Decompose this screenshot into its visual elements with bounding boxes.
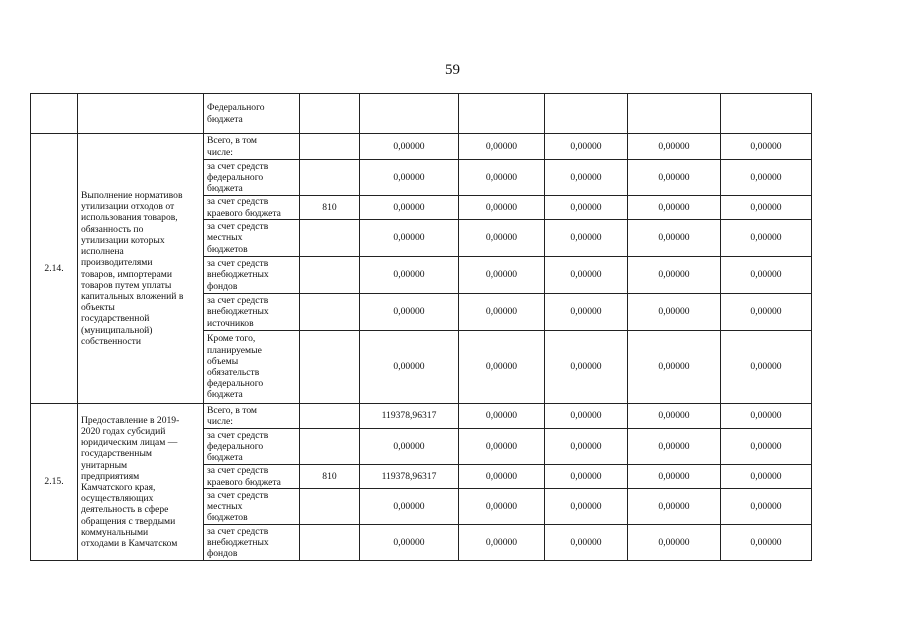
value-cell bbox=[628, 94, 721, 134]
amount-v3: 0,00000 bbox=[545, 257, 628, 294]
budget-code bbox=[300, 160, 360, 196]
value-cell bbox=[459, 94, 545, 134]
budget-code bbox=[300, 525, 360, 561]
budget-code bbox=[300, 134, 360, 160]
amount-v3: 0,00000 bbox=[545, 429, 628, 465]
amount-v1: 0,00000 bbox=[360, 160, 459, 196]
section-index: 2.14. bbox=[31, 134, 78, 404]
amount-v3: 0,00000 bbox=[545, 134, 628, 160]
table-body bbox=[31, 94, 812, 561]
amount-v2: 0,00000 bbox=[459, 294, 545, 331]
amount-v3: 0,00000 bbox=[545, 331, 628, 404]
amount-v1: 0,00000 bbox=[360, 331, 459, 404]
budget-code bbox=[300, 294, 360, 331]
amount-v1: 0,00000 bbox=[360, 220, 459, 257]
amount-v5: 0,00000 bbox=[721, 220, 812, 257]
amount-v3: 0,00000 bbox=[545, 525, 628, 561]
funding-source bbox=[204, 331, 300, 404]
budget-code bbox=[300, 404, 360, 429]
value-cell bbox=[360, 94, 459, 134]
funding-source-label: за счет средств краевого бюджета bbox=[207, 465, 281, 488]
amount-v1: 119378,96317 bbox=[360, 465, 459, 489]
source-cell bbox=[204, 94, 300, 134]
amount-v1: 0,00000 bbox=[360, 429, 459, 465]
amount-v4: 0,00000 bbox=[628, 525, 721, 561]
budget-code bbox=[300, 429, 360, 465]
amount-v5: 0,00000 bbox=[721, 404, 812, 429]
amount-v5: 0,00000 bbox=[721, 257, 812, 294]
funding-source bbox=[204, 196, 300, 220]
amount-v5: 0,00000 bbox=[721, 429, 812, 465]
funding-source-label: Кроме того, планируемые объемы обязательств федерального бюджета bbox=[207, 333, 264, 401]
budget-code: 810 bbox=[300, 196, 360, 220]
amount-v3: 0,00000 bbox=[545, 294, 628, 331]
amount-v3: 0,00000 bbox=[545, 220, 628, 257]
amount-v4: 0,00000 bbox=[628, 404, 721, 429]
amount-v4: 0,00000 bbox=[628, 331, 721, 404]
funding-source bbox=[204, 294, 300, 331]
funding-source-label: за счет средств внебюджетных источников bbox=[207, 295, 269, 329]
table-row bbox=[31, 404, 812, 429]
amount-v4: 0,00000 bbox=[628, 196, 721, 220]
amount-v3: 0,00000 bbox=[545, 465, 628, 489]
amount-v5: 0,00000 bbox=[721, 331, 812, 404]
funding-source-label: за счет средств краевого бюджета bbox=[207, 196, 281, 219]
budget-code: 810 bbox=[300, 465, 360, 489]
budget-code bbox=[300, 220, 360, 257]
funding-source bbox=[204, 404, 300, 429]
amount-v5: 0,00000 bbox=[721, 489, 812, 525]
amount-v2: 0,00000 bbox=[459, 160, 545, 196]
funding-source bbox=[204, 429, 300, 465]
funding-source-label: Всего, в том числе: bbox=[207, 404, 258, 427]
source-label: Федерального бюджета bbox=[207, 102, 265, 125]
amount-v2: 0,00000 bbox=[459, 465, 545, 489]
amount-v4: 0,00000 bbox=[628, 220, 721, 257]
funding-source bbox=[204, 465, 300, 489]
description-cell bbox=[78, 94, 204, 134]
table-row bbox=[31, 134, 812, 160]
funding-source-label: за счет средств федерального бюджета bbox=[207, 160, 269, 195]
amount-v1: 0,00000 bbox=[360, 257, 459, 294]
budget-code bbox=[300, 331, 360, 404]
amount-v2: 0,00000 bbox=[459, 489, 545, 525]
amount-v3: 0,00000 bbox=[545, 489, 628, 525]
funding-source bbox=[204, 134, 300, 160]
page-number: 59 bbox=[445, 62, 460, 78]
amount-v5: 0,00000 bbox=[721, 525, 812, 561]
section-description-text: Предоставление в 2019- 2020 годах субсидий юридическим лицам — государственным унитарным предприятиям Камчатского края, осуществляющих деятельность в сфере обращения с твердыми коммунальными отходами в Камчатском bbox=[81, 414, 180, 550]
amount-v1: 0,00000 bbox=[360, 525, 459, 561]
amount-v2: 0,00000 bbox=[459, 257, 545, 294]
amount-v4: 0,00000 bbox=[628, 134, 721, 160]
funding-source-label: за счет средств федерального бюджета bbox=[207, 429, 269, 464]
amount-v3: 0,00000 bbox=[545, 160, 628, 196]
funding-source-label: за счет средств местных бюджетов bbox=[207, 489, 269, 524]
amount-v2: 0,00000 bbox=[459, 429, 545, 465]
amount-v5: 0,00000 bbox=[721, 160, 812, 196]
funding-source-label: за счет средств внебюджетных фондов bbox=[207, 258, 269, 292]
funding-source bbox=[204, 489, 300, 525]
amount-v4: 0,00000 bbox=[628, 160, 721, 196]
amount-v4: 0,00000 bbox=[628, 294, 721, 331]
budget-code bbox=[300, 257, 360, 294]
amount-v5: 0,00000 bbox=[721, 465, 812, 489]
amount-v4: 0,00000 bbox=[628, 257, 721, 294]
value-cell bbox=[721, 94, 812, 134]
amount-v1: 0,00000 bbox=[360, 294, 459, 331]
amount-v3: 0,00000 bbox=[545, 404, 628, 429]
funding-source bbox=[204, 220, 300, 257]
funding-source-label: Всего, в том числе: bbox=[207, 135, 258, 158]
amount-v1: 0,00000 bbox=[360, 196, 459, 220]
amount-v2: 0,00000 bbox=[459, 525, 545, 561]
section-description bbox=[78, 134, 204, 404]
code-cell bbox=[300, 94, 360, 134]
amount-v4: 0,00000 bbox=[628, 429, 721, 465]
index-cell bbox=[31, 94, 78, 134]
value-cell bbox=[545, 94, 628, 134]
amount-v2: 0,00000 bbox=[459, 134, 545, 160]
amount-v1: 0,00000 bbox=[360, 134, 459, 160]
funding-source bbox=[204, 525, 300, 561]
amount-v4: 0,00000 bbox=[628, 465, 721, 489]
funding-source bbox=[204, 257, 300, 294]
section-description bbox=[78, 404, 204, 561]
funding-source-label: за счет средств местных бюджетов bbox=[207, 221, 269, 255]
continuation-row bbox=[31, 94, 812, 134]
amount-v4: 0,00000 bbox=[628, 489, 721, 525]
amount-v2: 0,00000 bbox=[459, 196, 545, 220]
amount-v5: 0,00000 bbox=[721, 196, 812, 220]
funding-source bbox=[204, 160, 300, 196]
budget-code bbox=[300, 489, 360, 525]
amount-v5: 0,00000 bbox=[721, 294, 812, 331]
amount-v2: 0,00000 bbox=[459, 220, 545, 257]
amount-v3: 0,00000 bbox=[545, 196, 628, 220]
amount-v2: 0,00000 bbox=[459, 331, 545, 404]
section-description-text: Выполнение нормативов утилизации отходов от использования товаров, обязанность по утилизации которых исполнена производителями товаров, импортерами товаров путем уплаты капитальных вложений в объекты государственной (муниципальной) собственности bbox=[81, 190, 184, 347]
amount-v2: 0,00000 bbox=[459, 404, 545, 429]
amount-v1: 119378,96317 bbox=[360, 404, 459, 429]
section-index: 2.15. bbox=[31, 404, 78, 561]
budget-table bbox=[30, 93, 812, 561]
funding-source-label: за счет средств внебюджетных фондов bbox=[207, 525, 269, 560]
amount-v1: 0,00000 bbox=[360, 489, 459, 525]
amount-v5: 0,00000 bbox=[721, 134, 812, 160]
